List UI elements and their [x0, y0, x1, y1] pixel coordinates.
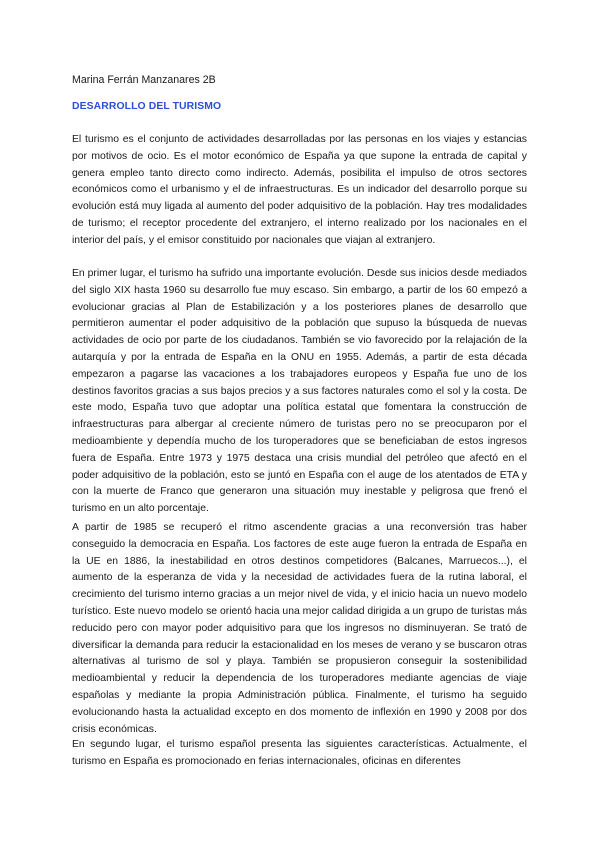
- paragraph-evolution: En primer lugar, el turismo ha sufrido una importante evolución. Desde sus inicios desde mediados del siglo XIX hasta 1960 su desarrollo fue muy escaso. Sin embargo, a partir de los 60 empezó a evolucionar gracias al Plan de Estabilización y a los posteriores planes de desarrollo que permitieron aumentar el poder adquisitivo de la población que supuso la búsqueda de nuevas actividades de ocio por parte de los ciudadanos. También se vio favorecido por la relajación de la autarquía y por la entrada de España en la ONU en 1955. Además, a partir de esta década empezaron a pagarse las vacaciones a los trabajadores europeos y España fue uno de los destinos favoritos gracias a sus bajos precios y a sus factores naturales como el sol y la costa. De este modo, España tuvo que adoptar una política estatal que fomentara la construcción de infraestructuras para albergar al creciente número de turistas pero no se preocuparon por el medioambiente y dependía mucho de los turoperadores que se beneficiaban de estos ingresos fuera de España. Entre 1973 y 1975 destaca una crisis mundial del petróleo que afectó en el poder adquisitivo de la población, esto se juntó en España con el auge de los atentados de ETA y con la muerte de Franco que generaron una situación muy inestable y peligrosa que frenó el turismo en un alto porcentaje.: [72, 268, 527, 515]
- paragraph-recovery: A partir de 1985 se recuperó el ritmo ascendente gracias a una reconversión tras haber conseguido la democracia en España. Los factores de este auge fueron la entrada de España en la UE en 1886, la inestabilidad en otros destinos competidores (Balcanes, Marruecos...), el aumento de la esperanza de vida y la necesidad de actividades fuera de la rutina laboral, el crecimiento del turismo interno gracias a un mejor nivel de vida, y el inicio hacia un nuevo modelo turístico. Este nuevo modelo se orientó hacia una mejor calidad dirigida a un grupo de turistas más reducido pero con mayor poder adquisitivo para que los ingresos no disminuyeran. Se trató de diversificar la demanda para reducir la estacionalidad en los meses de verano y se buscaron otras alternativas al turismo de sol y playa. También se propusieron conseguir la sostenibilidad medioambiental y reducir la dependencia de los turoperadores mediante agencias de viaje españolas y mediante la propia Administración pública. Finalmente, el turismo ha seguido evolucionando hasta la actualidad excepto en dos momento de inflexión en 1990 y 2008 por dos crisis económicas.: [72, 522, 527, 735]
- document-title: DESARROLLO DEL TURISMO: [72, 101, 222, 112]
- paragraph-intro: El turismo es el conjunto de actividades desarrolladas por las personas en los viajes y estancias por motivos de ocio. Es el motor económico de España ya que supone la entrada de capital y genera empleo tanto directo como indirecto. Además, posibilita el impulso de otros sectores económicos como el urbanismo y el de infraestructuras. Es un indicador del desarrollo porque su evolución está muy ligada al aumento del poder adquisitivo de la población. Hay tres modalidades de turismo; el receptor procedente del extranjero, el interno realizado por los nacionales en el interior del país, y el emisor constituido por nacionales que viajan al extranjero.: [72, 134, 527, 246]
- author-line: Marina Ferrán Manzanares 2B: [72, 74, 216, 86]
- paragraph-characteristics: En segundo lugar, el turismo español presenta las siguientes características. Actualmente, el turismo en España es promocionado en ferias internacionales, oficinas en diferentes: [72, 739, 527, 767]
